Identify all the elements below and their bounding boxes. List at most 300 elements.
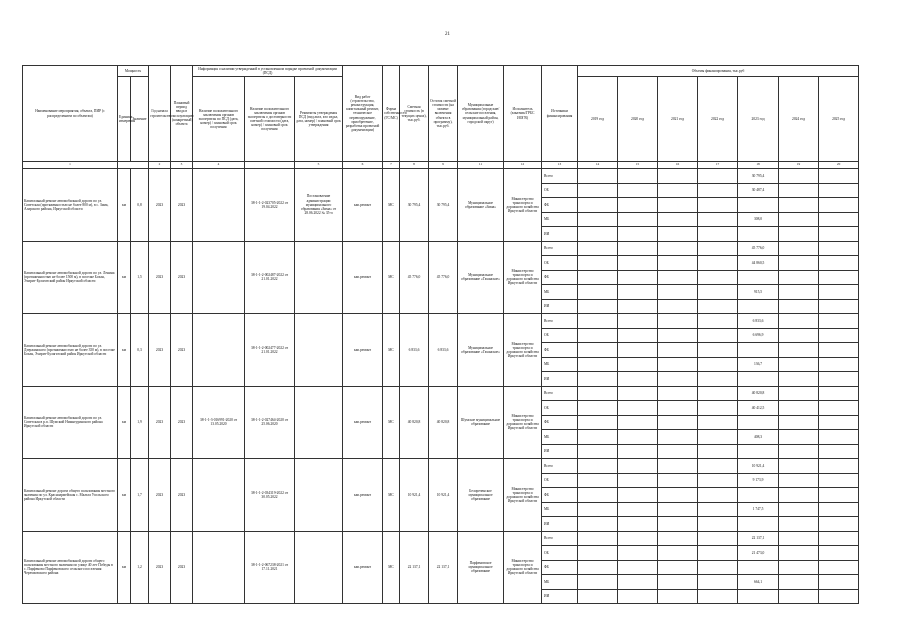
- source-label: Всего: [542, 169, 578, 184]
- column-numbers-row: [23, 162, 859, 169]
- amount-empty: [698, 227, 738, 242]
- amount-empty: [658, 531, 698, 546]
- amount-empty: [779, 299, 819, 314]
- amount-empty: [618, 386, 658, 401]
- work-type-cell: кап.ремонт: [343, 386, 383, 459]
- amount-empty: [658, 401, 698, 416]
- period-cell: 2023: [171, 314, 193, 387]
- amount-2023: [738, 299, 779, 314]
- amount-empty: [819, 241, 859, 256]
- start-year-cell: 2023: [149, 531, 171, 604]
- source-label: ИИ: [542, 444, 578, 459]
- approval-cell: [295, 531, 343, 604]
- amount-empty: [819, 314, 859, 329]
- source-label: Всего: [542, 531, 578, 546]
- amount-2023: 6 696,9: [738, 328, 779, 343]
- header-psd-group: Информация о наличии утвержденной в установленном порядке проектной документации (ПСД): [193, 66, 343, 77]
- amount-empty: [698, 357, 738, 372]
- amount-empty: [658, 212, 698, 227]
- source-label: ИИ: [542, 589, 578, 604]
- amount-empty: [779, 198, 819, 213]
- amount-empty: [698, 473, 738, 488]
- amount-empty: [578, 183, 618, 198]
- period-cell: 2023: [171, 169, 193, 242]
- approval-cell: [295, 241, 343, 314]
- amount-empty: [578, 372, 618, 387]
- amount-empty: [658, 270, 698, 285]
- amount-empty: [618, 546, 658, 561]
- municipality-cell: Белореченское муниципальное образование: [458, 459, 504, 532]
- header-approval: Реквизиты утверждения ПСД (вид акта, кто издал, дата, номер) / плановый срок утверждения: [295, 77, 343, 162]
- amount-empty: [618, 488, 658, 503]
- amount-empty: [698, 401, 738, 416]
- ownership-cell: МС: [383, 459, 400, 532]
- start-year-cell: 2023: [149, 386, 171, 459]
- source-label: ФБ: [542, 488, 578, 503]
- period-cell: 2023: [171, 241, 193, 314]
- amount-empty: [658, 183, 698, 198]
- amount-empty: [779, 314, 819, 329]
- amount-empty: [779, 430, 819, 445]
- amount-empty: [819, 256, 859, 271]
- source-label: ОБ: [542, 183, 578, 198]
- amount-2023: [738, 227, 779, 242]
- column-number: 16: [658, 162, 698, 169]
- header-work-type: Вид работ (строительство, реконструкция, капитальный ремонт, техническое перевооружение, приобретение, разработка проектной документации): [343, 66, 383, 162]
- amount-empty: [819, 430, 859, 445]
- column-number: [245, 162, 295, 169]
- object-name: Капитальный ремонт автомобильной дороги по ул. Ленина (протяженностью не более 1500 м), в поселке Бохан, Эхирит-Булагатский район Иркутской области: [23, 241, 118, 314]
- header-name: Наименование мероприятия, объекта, ПИР (с распределением по объектам): [23, 66, 118, 162]
- amount-empty: [698, 241, 738, 256]
- amount-empty: [578, 212, 618, 227]
- amount-empty: [658, 575, 698, 590]
- approval-cell: [295, 459, 343, 532]
- amount-empty: [779, 473, 819, 488]
- value-cell: 0,3: [131, 314, 149, 387]
- amount-2023: 10 921,4: [738, 459, 779, 474]
- source-label: Всего: [542, 459, 578, 474]
- source-label: ОБ: [542, 546, 578, 561]
- conclusion-cell: [193, 459, 245, 532]
- source-label: МБ: [542, 212, 578, 227]
- amount-empty: [578, 343, 618, 358]
- amount-empty: [658, 198, 698, 213]
- source-label: МБ: [542, 285, 578, 300]
- ownership-cell: МС: [383, 531, 400, 604]
- table-row: [23, 386, 859, 401]
- amount-empty: [698, 502, 738, 517]
- header-estimate: Сметная стоимость (в текущих ценах), тыс.руб.: [400, 66, 429, 162]
- amount-empty: [819, 299, 859, 314]
- amount-empty: [819, 546, 859, 561]
- municipality-cell: Муниципальное образование «Гаханское»: [458, 241, 504, 314]
- remaining-cell: 10 921,4: [429, 459, 458, 532]
- amount-empty: [698, 575, 738, 590]
- amount-empty: [658, 372, 698, 387]
- column-number: [118, 162, 149, 169]
- amount-2023: [738, 444, 779, 459]
- conclusion-cell: [193, 169, 245, 242]
- object-name: Капитальный ремонт автомобильной дороги по ул. Советская в р.п. Шумский Нижнеудинского района Иркутской области: [23, 386, 118, 459]
- source-label: ИИ: [542, 227, 578, 242]
- amount-empty: [578, 401, 618, 416]
- source-label: ФБ: [542, 560, 578, 575]
- amount-empty: [658, 169, 698, 184]
- executor-cell: Министерство транспорта и дорожного хозяйства Иркутской области: [504, 314, 542, 387]
- amount-empty: [698, 285, 738, 300]
- amount-empty: [779, 531, 819, 546]
- amount-empty: [819, 183, 859, 198]
- amount-empty: [698, 256, 738, 271]
- amount-2023: 136,7: [738, 357, 779, 372]
- amount-empty: [779, 517, 819, 532]
- column-number: 2: [149, 162, 171, 169]
- amount-empty: [658, 343, 698, 358]
- amount-empty: [658, 285, 698, 300]
- amount-empty: [618, 415, 658, 430]
- amount-2023: 664,1: [738, 575, 779, 590]
- source-label: МБ: [542, 575, 578, 590]
- amount-empty: [698, 459, 738, 474]
- amount-2023: 9 173,9: [738, 473, 779, 488]
- column-number: 17: [698, 162, 738, 169]
- amount-empty: [779, 285, 819, 300]
- object-name: Капитальный ремонт автомобильной дороги по ул. Дзержинского (протяженностью не более 350 м), в поселке Бохан, Эхирит-Булагатский район Иркутской области: [23, 314, 118, 387]
- amount-2023: [738, 589, 779, 604]
- amount-empty: [779, 575, 819, 590]
- amount-empty: [618, 502, 658, 517]
- amount-empty: [618, 328, 658, 343]
- price-conclusion-cell: 38-1-1-2-002487-2022 от 21.01.2022: [245, 241, 295, 314]
- amount-empty: [578, 299, 618, 314]
- municipality-cell: Муниципальное образование «Гаханское»: [458, 314, 504, 387]
- approval-cell: [295, 386, 343, 459]
- amount-empty: [698, 314, 738, 329]
- value-cell: 1,2: [131, 531, 149, 604]
- amount-empty: [658, 299, 698, 314]
- amount-empty: [658, 227, 698, 242]
- amount-2023: 40 820,8: [738, 386, 779, 401]
- column-number: 5: [295, 162, 343, 169]
- amount-2023: 1 747,5: [738, 502, 779, 517]
- conclusion-cell: [193, 531, 245, 604]
- amount-empty: [658, 430, 698, 445]
- amount-empty: [819, 575, 859, 590]
- amount-empty: [779, 444, 819, 459]
- executor-cell: Министерство транспорта и дорожного хозяйства Иркутской области: [504, 531, 542, 604]
- start-year-cell: 2023: [149, 459, 171, 532]
- amount-empty: [618, 227, 658, 242]
- column-number: 18: [738, 162, 779, 169]
- amount-2023: 21 473,0: [738, 546, 779, 561]
- price-conclusion-cell: 38-1-1-2-034319-2022 от 30.05.2022: [245, 459, 295, 532]
- amount-empty: [618, 357, 658, 372]
- amount-empty: [819, 560, 859, 575]
- amount-empty: [618, 517, 658, 532]
- header-start-year: Год начала строительства: [149, 66, 171, 162]
- source-label: МБ: [542, 502, 578, 517]
- amount-empty: [698, 299, 738, 314]
- amount-empty: [658, 357, 698, 372]
- unit-cell: км: [118, 531, 131, 604]
- conclusion-cell: [193, 241, 245, 314]
- amount-empty: [698, 560, 738, 575]
- amount-2023: [738, 560, 779, 575]
- work-type-cell: кап.ремонт: [343, 241, 383, 314]
- amount-empty: [819, 502, 859, 517]
- amount-empty: [578, 589, 618, 604]
- price-conclusion-cell: 38-1-1-2-027464-2020 от 25.06.2020: [245, 386, 295, 459]
- year-2019: 2019 год: [578, 77, 618, 162]
- amount-empty: [819, 415, 859, 430]
- table-row: [23, 459, 859, 474]
- column-number: 6: [343, 162, 383, 169]
- amount-empty: [819, 270, 859, 285]
- amount-empty: [779, 502, 819, 517]
- amount-empty: [658, 256, 698, 271]
- amount-empty: [779, 386, 819, 401]
- amount-2023: [738, 415, 779, 430]
- header-positive-conclusion: Наличие положительного заключения органов экспертизы по ПСД (дата, номер) / плановый срок получения: [193, 77, 245, 162]
- amount-empty: [819, 169, 859, 184]
- amount-empty: [618, 169, 658, 184]
- column-number: 15: [618, 162, 658, 169]
- source-label: ФБ: [542, 343, 578, 358]
- amount-empty: [779, 212, 819, 227]
- remaining-cell: 22 137,1: [429, 531, 458, 604]
- amount-empty: [698, 430, 738, 445]
- work-type-cell: кап.ремонт: [343, 169, 383, 242]
- amount-2023: 45 776,0: [738, 241, 779, 256]
- column-number: 7: [383, 162, 400, 169]
- amount-empty: [698, 386, 738, 401]
- amount-empty: [819, 328, 859, 343]
- amount-empty: [658, 488, 698, 503]
- amount-empty: [618, 343, 658, 358]
- amount-empty: [779, 357, 819, 372]
- remaining-cell: 45 776,0: [429, 241, 458, 314]
- amount-empty: [658, 546, 698, 561]
- header-sources: Источники финансирования: [542, 66, 578, 162]
- amount-empty: [618, 299, 658, 314]
- amount-empty: [578, 430, 618, 445]
- amount-empty: [819, 444, 859, 459]
- column-number: 8: [400, 162, 429, 169]
- amount-empty: [658, 589, 698, 604]
- amount-empty: [658, 328, 698, 343]
- amount-empty: [578, 241, 618, 256]
- approval-cell: Постановление администрации муниципального образования «Зима» от 28.06.2022 № 35-п: [295, 169, 343, 242]
- work-type-cell: кап.ремонт: [343, 459, 383, 532]
- amount-empty: [698, 198, 738, 213]
- amount-empty: [618, 212, 658, 227]
- amount-2023: [738, 270, 779, 285]
- amount-2023: [738, 343, 779, 358]
- amount-empty: [779, 227, 819, 242]
- amount-empty: [698, 488, 738, 503]
- amount-empty: [578, 488, 618, 503]
- amount-empty: [658, 415, 698, 430]
- amount-2023: [738, 198, 779, 213]
- amount-empty: [618, 575, 658, 590]
- header-remaining: Остаток сметной стоимости (на момент включения объекта в программу), тыс.руб.: [429, 66, 458, 162]
- object-name: Капитальный ремонт автомобильной дороги по ул. Советская (протяженностью не более 800 м), в с. Зима, Аларского района, Иркутской области: [23, 169, 118, 242]
- value-cell: 1,7: [131, 459, 149, 532]
- price-conclusion-cell: 38-1-1-2-023705-2022 от 19.04.2022: [245, 169, 295, 242]
- source-label: Всего: [542, 386, 578, 401]
- amount-empty: [578, 473, 618, 488]
- amount-empty: [819, 589, 859, 604]
- amount-empty: [819, 386, 859, 401]
- ownership-cell: МС: [383, 386, 400, 459]
- source-label: ФБ: [542, 198, 578, 213]
- header-value: Значение: [131, 77, 149, 162]
- amount-empty: [578, 415, 618, 430]
- amount-empty: [658, 517, 698, 532]
- value-cell: 1,9: [131, 386, 149, 459]
- amount-empty: [578, 256, 618, 271]
- amount-2023: 22 137,1: [738, 531, 779, 546]
- amount-empty: [578, 546, 618, 561]
- column-number: 20: [819, 162, 859, 169]
- amount-empty: [658, 444, 698, 459]
- amount-empty: [819, 401, 859, 416]
- amount-empty: [819, 517, 859, 532]
- amount-empty: [578, 386, 618, 401]
- period-cell: 2023: [171, 531, 193, 604]
- amount-empty: [698, 531, 738, 546]
- amount-empty: [779, 183, 819, 198]
- estimate-cell: 45 776,0: [400, 241, 429, 314]
- amount-empty: [698, 270, 738, 285]
- amount-empty: [779, 343, 819, 358]
- source-label: ОБ: [542, 328, 578, 343]
- amount-empty: [779, 546, 819, 561]
- amount-empty: [618, 314, 658, 329]
- amount-empty: [819, 372, 859, 387]
- amount-empty: [698, 546, 738, 561]
- amount-empty: [618, 241, 658, 256]
- header-capacity: Мощность: [118, 66, 149, 77]
- year-2024: 2024 год: [779, 77, 819, 162]
- approval-cell: [295, 314, 343, 387]
- amount-empty: [578, 169, 618, 184]
- header-municipality: Муниципальные образования (городские/сельские поселения, муниципальный район, городской округ): [458, 66, 504, 162]
- amount-empty: [698, 415, 738, 430]
- ownership-cell: МС: [383, 169, 400, 242]
- amount-empty: [618, 560, 658, 575]
- amount-empty: [779, 589, 819, 604]
- amount-empty: [819, 473, 859, 488]
- header-period: Плановый период ввода в эксплуатацию (конкретный) объекта: [171, 66, 193, 162]
- amount-empty: [578, 357, 618, 372]
- year-2021: 2021 год: [658, 77, 698, 162]
- source-label: МБ: [542, 430, 578, 445]
- amount-2023: [738, 372, 779, 387]
- header-price-conclusion: Наличие положительного заключения органов экспертизы о достоверности сметной стоимости (дата, номер) / плановый срок получения: [245, 77, 295, 162]
- amount-empty: [779, 169, 819, 184]
- column-number: 4: [193, 162, 245, 169]
- source-label: ФБ: [542, 270, 578, 285]
- amount-empty: [819, 488, 859, 503]
- amount-empty: [578, 560, 618, 575]
- period-cell: 2023: [171, 459, 193, 532]
- amount-empty: [819, 459, 859, 474]
- amount-empty: [578, 517, 618, 532]
- estimate-cell: 10 921,4: [400, 459, 429, 532]
- amount-empty: [578, 328, 618, 343]
- amount-empty: [698, 444, 738, 459]
- amount-2023: [738, 488, 779, 503]
- amount-empty: [618, 531, 658, 546]
- start-year-cell: 2023: [149, 314, 171, 387]
- year-2023: 2023 год: [738, 77, 779, 162]
- ownership-cell: МС: [383, 241, 400, 314]
- column-number: 19: [779, 162, 819, 169]
- source-label: Всего: [542, 314, 578, 329]
- amount-empty: [779, 401, 819, 416]
- executor-cell: Министерство транспорта и дорожного хозяйства Иркутской области: [504, 386, 542, 459]
- amount-empty: [618, 401, 658, 416]
- amount-2023: 30 795,4: [738, 169, 779, 184]
- source-label: Всего: [542, 241, 578, 256]
- price-conclusion-cell: 38-1-1-2-067238-2021 от 17.11.2021: [245, 531, 295, 604]
- amount-empty: [618, 473, 658, 488]
- column-number: 11: [458, 162, 504, 169]
- source-label: ОБ: [542, 401, 578, 416]
- amount-empty: [819, 357, 859, 372]
- column-number: 13: [542, 162, 578, 169]
- header-volume: Объемы финансирования, тыс.руб: [578, 66, 859, 77]
- source-label: ОБ: [542, 473, 578, 488]
- amount-2023: 40 412,5: [738, 401, 779, 416]
- work-type-cell: кап.ремонт: [343, 314, 383, 387]
- conclusion-cell: 38-1-1-3-016991-2020 от 13.05.2020: [193, 386, 245, 459]
- amount-empty: [819, 212, 859, 227]
- amount-empty: [658, 386, 698, 401]
- amount-2023: 30 487,4: [738, 183, 779, 198]
- municipality-cell: Парфеновское муниципальное образование: [458, 531, 504, 604]
- object-name: Капитальный ремонт дороги общего пользования местного значения по ул. Красноармейская с. Мальта Усольского района Иркутской области: [23, 459, 118, 532]
- amount-empty: [698, 372, 738, 387]
- amount-empty: [578, 227, 618, 242]
- table-row: [23, 241, 859, 256]
- amount-empty: [819, 198, 859, 213]
- municipality-cell: Шумское муниципальное образование: [458, 386, 504, 459]
- amount-empty: [819, 227, 859, 242]
- amount-empty: [658, 560, 698, 575]
- year-2022: 2022 год: [698, 77, 738, 162]
- object-name: Капитальный ремонт автомобильной дороги общего пользования местного значения по улице 40 лет Победы в с. Парфеново Парфеновского сельского поселения Черемховского района: [23, 531, 118, 604]
- period-cell: 2023: [171, 386, 193, 459]
- amount-empty: [618, 589, 658, 604]
- amount-empty: [779, 328, 819, 343]
- year-2020: 2020 год: [618, 77, 658, 162]
- source-label: ИИ: [542, 372, 578, 387]
- amount-2023: 44 860,5: [738, 256, 779, 271]
- source-label: ФБ: [542, 415, 578, 430]
- amount-empty: [578, 285, 618, 300]
- amount-empty: [618, 444, 658, 459]
- unit-cell: км: [118, 314, 131, 387]
- year-2025: 2025 год: [819, 77, 859, 162]
- source-label: ОБ: [542, 256, 578, 271]
- amount-empty: [618, 256, 658, 271]
- header-ownership: Форма собственности (ГС/МС): [383, 66, 400, 162]
- amount-empty: [819, 531, 859, 546]
- amount-2023: 408,3: [738, 430, 779, 445]
